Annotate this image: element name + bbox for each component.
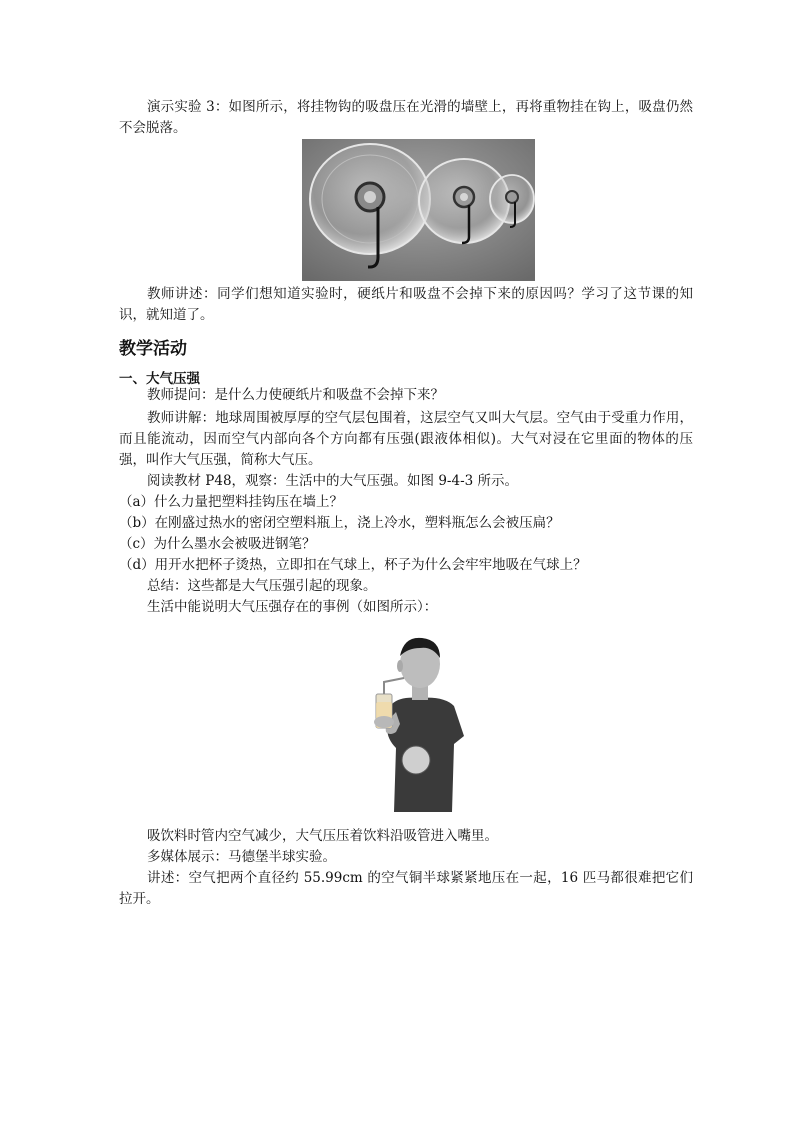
section-subtitle: 一、大气压强 [119,371,200,387]
list-item-c: （c）为什么墨水会被吸进钢笔？ [119,536,316,552]
section-title: 教学活动 [119,339,187,359]
list-item-d: （d）用开水把杯子烫热，立即扣在气球上，杯子为什么会牢牢地吸在气球上？ [119,557,587,573]
examples-intro-paragraph: 生活中能说明大气压强存在的事例（如图所示）： [147,599,438,615]
boy-drinking-photo [370,632,470,814]
suction-cups-photo [302,139,535,281]
explanation-paragraph: 教师讲解：地球周围被厚厚的空气层包围着，这层空气又叫大气层。空气由于受重力作用，而且能流动，因而空气内部向各个方向都有压强(跟液体相似)。大气对浸在它里面的物体的压强，叫作大气压强，简称大气压。 [119,410,693,468]
multimedia-paragraph: 多媒体展示：马德堡半球实验。 [147,849,336,865]
reading-paragraph: 阅读教材 P48，观察：生活中的大气压强。如图 9-4-3 所示。 [147,473,519,489]
question-paragraph: 教师提问：是什么力使硬纸片和吸盘不会掉下来？ [147,387,444,403]
summary-paragraph: 总结：这些都是大气压强引起的现象。 [147,578,377,594]
demo3-paragraph: 演示实验 3：如图所示，将挂物钩的吸盘压在光滑的墙壁上，再将重物挂在钩上，吸盘仍然不会脱落。 [119,99,693,136]
shirt-print [402,746,430,774]
magdeburg-paragraph: 讲述：空气把两个直径约 55.99cm 的空气铜半球紧紧地压在一起，16 匹马都很难把它们拉开。 [119,870,693,907]
teacher-statement-paragraph: 教师讲述：同学们想知道实验时，硬纸片和吸盘不会掉下来的原因吗？学习了这节课的知识，就知道了。 [119,286,693,323]
straw-caption: 吸饮料时管内空气减少，大气压压着饮料沿吸管进入嘴里。 [147,828,498,844]
list-item-a: （a）什么力量把塑料挂钩压在墙上？ [119,494,344,510]
list-item-b: （b）在刚盛过热水的密闭空塑料瓶上，浇上冷水，塑料瓶怎么会被压扁？ [119,515,560,531]
